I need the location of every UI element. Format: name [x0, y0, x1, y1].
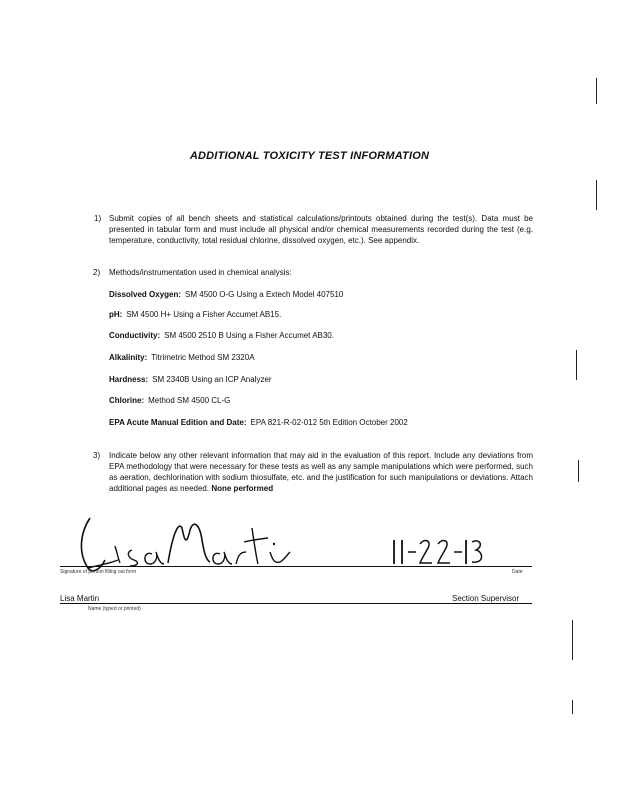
epa-value: EPA 821-R-02-012 5th Edition October 2002: [250, 418, 408, 427]
scan-mark: [572, 620, 573, 660]
method-conductivity: [109, 331, 334, 340]
item3-response: None performed: [211, 484, 274, 493]
signature-line: [60, 566, 532, 567]
scan-mark: [596, 180, 597, 210]
epa-label: EPA Acute Manual Edition and Date:: [109, 418, 247, 427]
scan-mark: [576, 350, 577, 380]
method-alkalinity: [109, 353, 255, 362]
scan-mark: [578, 460, 579, 482]
scan-mark: [596, 78, 597, 104]
date-caption: Date: [512, 569, 523, 575]
epa-manual-edition: [109, 418, 408, 427]
signer-name: Lisa Martin: [60, 594, 100, 603]
method-value: Method SM 4500 CL-G: [148, 396, 231, 405]
method-dissolved-oxygen: [109, 290, 343, 299]
name-caption: Name (typed or printed): [88, 606, 141, 612]
method-chlorine: [109, 396, 230, 405]
signer-title: Section Supervisor: [452, 594, 520, 603]
method-hardness: [109, 375, 272, 384]
page-title: ADDITIONAL TOXICITY TEST INFORMATION: [189, 150, 430, 162]
method-value: SM 2340B Using an ICP Analyzer: [152, 375, 272, 384]
method-ph: [109, 310, 281, 319]
method-label: Alkalinity:: [109, 353, 148, 362]
handwritten-date: [388, 536, 488, 568]
method-label: Hardness:: [109, 375, 149, 384]
name-line: [60, 603, 532, 604]
method-label: Conductivity:: [109, 331, 161, 340]
signature-caption: Signature of person filling out form: [60, 569, 137, 575]
method-value: Titrimetric Method SM 2320A: [151, 353, 255, 362]
item1-text: Submit copies of all bench sheets and statistical calculations/printouts obtained during the test(s). Data must be presented in tabular form and must include all physical and/or chemical measurements recorded during the test (e.g. temperature, conductivity, total residual chlorine, dissolved oxygen, etc.). See appendix.: [109, 214, 533, 245]
method-label: Dissolved Oxygen:: [109, 290, 182, 299]
item1-number: 1): [94, 214, 102, 223]
item2-intro: Methods/instrumentation used in chemical analysis:: [109, 268, 292, 277]
method-value: SM 4500 H+ Using a Fisher Accumet AB15.: [126, 310, 282, 319]
method-value: SM 4500 2510 B Using a Fisher Accumet AB30.: [164, 331, 334, 340]
scan-mark: [572, 700, 573, 714]
item2-number: 2): [93, 268, 101, 277]
handwritten-signature: [60, 508, 300, 578]
item3-number: 3): [93, 451, 101, 460]
method-value: SM 4500 O-G Using a Extech Model 407510: [185, 290, 344, 299]
method-label: pH:: [109, 310, 123, 319]
method-label: Chlorine:: [109, 396, 145, 405]
item3-text: [109, 450, 533, 494]
item3-instructions: Indicate below any other relevant information that may aid in the evaluation of this report. Include any deviations from EPA methodology that were necessary for these tests as well as any sample manipulations which were performed, such as aeration, dechlorination with sodium thiosulfate, etc. and the justification for such manipulations or deviations. Attach additional pages as needed.: [109, 451, 533, 493]
